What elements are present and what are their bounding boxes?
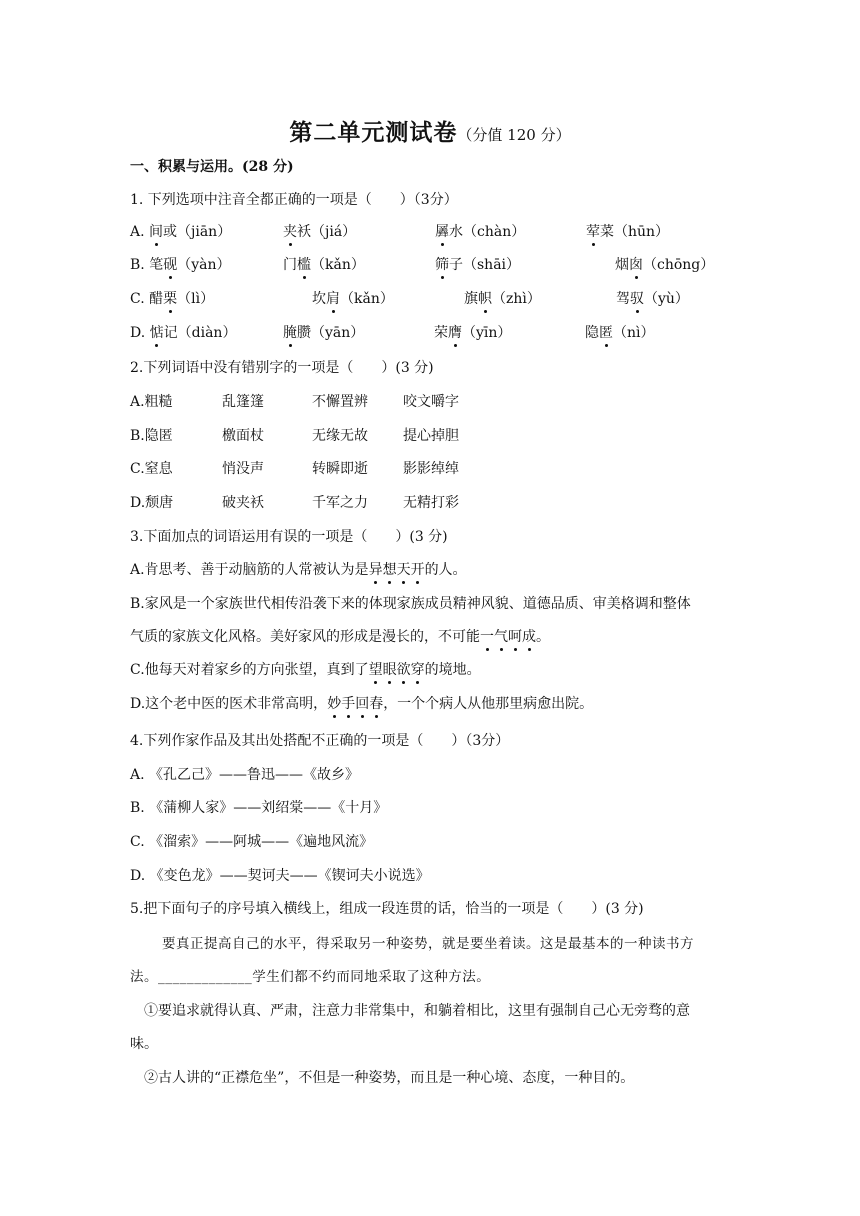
- q1-c-3: 旗帜（zhì）: [464, 291, 541, 307]
- q2-b-2: 檄面杖: [222, 428, 264, 444]
- q2-b-4: 提心掉胆: [403, 428, 459, 444]
- q5-answer-blank: _____________: [158, 969, 253, 985]
- q4-option-b: B. 《蒲柳人家》——刘绍棠——《十月》: [130, 800, 388, 816]
- q5-item-2: ②古人讲的“正襟危坐”，不但是一种姿势，而且是一种心境、态度，一种目的。: [144, 1070, 635, 1086]
- q1-option-row-c: [130, 289, 730, 309]
- q3-option-d: D.这个老中医的医术非常高明，妙手回春，一个个病人从他那里病愈出院。: [130, 696, 594, 712]
- q2-a-1: A.粗糙: [130, 394, 173, 410]
- q1-b-4: 烟囱（chōng）: [615, 257, 715, 273]
- q3-option-b-line1: B.家风是一个家族世代相传沿袭下来的体现家族成员精神风貌、道德品质、审美格调和整体: [130, 596, 691, 612]
- q1-b-3: 筛子（shāi）: [435, 257, 521, 273]
- exam-title-score: （分值 120 分）: [457, 126, 571, 144]
- q1-c-1: C. 醋栗（lì）: [130, 291, 215, 307]
- q1-a-2: 夹袄（jiá）: [283, 224, 357, 240]
- q3-option-c: C.他每天对着家乡的方向张望，真到了望眼欲穿的境地。: [130, 662, 481, 678]
- q1-a-1: A. 间或（jiān）: [130, 224, 232, 240]
- q4-option-c: C. 《溜索》——阿城——《遍地风流》: [130, 834, 374, 850]
- dotted-phrase: 一气呵成: [480, 629, 536, 645]
- q2-option-row-b: [130, 426, 730, 446]
- question-2-stem: 2.下列词语中没有错别字的一项是（ ）(3 分): [130, 360, 434, 376]
- q1-c-4: 驾驭（yù）: [616, 291, 689, 307]
- section-heading: 一、积累与运用。(28 分): [130, 159, 294, 175]
- question-1-stem: 1. 下列选项中注音全都正确的一项是（ ）（3分）: [130, 192, 458, 208]
- q1-a-4: 荤菜（hūn）: [586, 224, 670, 240]
- q4-option-a: A. 《孔乙己》——鲁迅——《故乡》: [130, 767, 360, 783]
- q1-option-row-a: [130, 222, 730, 242]
- question-4-stem: 4.下列作家作品及其出处搭配不正确的一项是（ ）（3分）: [130, 733, 510, 749]
- q1-d-2: 腌臜（yān）: [283, 325, 365, 341]
- q2-d-1: D.颓唐: [130, 495, 174, 511]
- q1-b-2: 门槛（kǎn）: [283, 257, 365, 273]
- q2-b-3: 无缘无故: [312, 428, 368, 444]
- exam-title: [0, 114, 860, 147]
- q5-passage-line2: 法。_____________学生们都不约而同地采取了这种方法。: [130, 969, 491, 985]
- q5-passage-line1: 要真正提高自己的水平，得采取另一种姿势，就是要坐着读。这是最基本的一种读书方: [162, 936, 694, 952]
- q1-option-row-b: [130, 255, 730, 275]
- q2-c-2: 悄没声: [222, 461, 264, 477]
- q3-option-a: A.肯思考、善于动脑筋的人常被认为是异想天开的人。: [130, 562, 467, 578]
- q2-a-2: 乱篷篷: [222, 394, 264, 410]
- q2-option-row-a: [130, 392, 730, 412]
- q1-d-1: D. 惦记（diàn）: [130, 325, 237, 341]
- question-3-stem: 3.下面加点的词语运用有误的一项是（ ）(3 分): [130, 529, 448, 545]
- exam-title-main: 第二单元测试卷: [289, 119, 458, 146]
- dotted-phrase: 异想天开: [368, 562, 425, 578]
- q2-c-4: 影影绰绰: [403, 461, 459, 477]
- q2-d-3: 千军之力: [312, 495, 368, 511]
- q4-option-d: D. 《变色龙》——契诃夫——《锲诃夫小说选》: [130, 868, 430, 884]
- q2-d-4: 无精打彩: [403, 495, 459, 511]
- q2-d-2: 破夹袄: [222, 495, 264, 511]
- q5-item-1-line1: ①要追求就得认真、严肃，注意力非常集中，和躺着相比，这里有强制自己心无旁骛的意: [144, 1003, 690, 1019]
- dotted-phrase: 望眼欲穿: [368, 662, 425, 678]
- q5-item-1-line2: 味。: [130, 1036, 158, 1052]
- q3-option-b-line2: 气质的家族文化风格。美好家风的形成是漫长的，不可能一气呵成。: [130, 629, 550, 645]
- dotted-phrase: 妙手回春: [327, 696, 384, 712]
- q1-a-3: 羼水（chàn）: [435, 224, 526, 240]
- q2-c-3: 转瞬即逝: [312, 461, 368, 477]
- q1-c-2: 坎肩（kǎn）: [312, 291, 394, 307]
- q2-a-4: 咬文嚼字: [403, 394, 459, 410]
- question-5-stem: 5.把下面句子的序号填入横线上，组成一段连贯的话，恰当的一项是（ ）(3 分): [130, 901, 644, 917]
- q2-option-row-c: [130, 459, 730, 479]
- q1-option-row-d: [130, 323, 730, 343]
- q2-c-1: C.窒息: [130, 461, 173, 477]
- q1-b-1: B. 笔砚（yàn）: [130, 257, 231, 273]
- q1-d-3: 荣膺（yīn）: [434, 325, 512, 341]
- q2-a-3: 不懈置辨: [312, 394, 368, 410]
- q2-option-row-d: [130, 493, 730, 513]
- q2-b-1: B.隐匿: [130, 428, 173, 444]
- q1-d-4: 隐匿（nì）: [585, 325, 655, 341]
